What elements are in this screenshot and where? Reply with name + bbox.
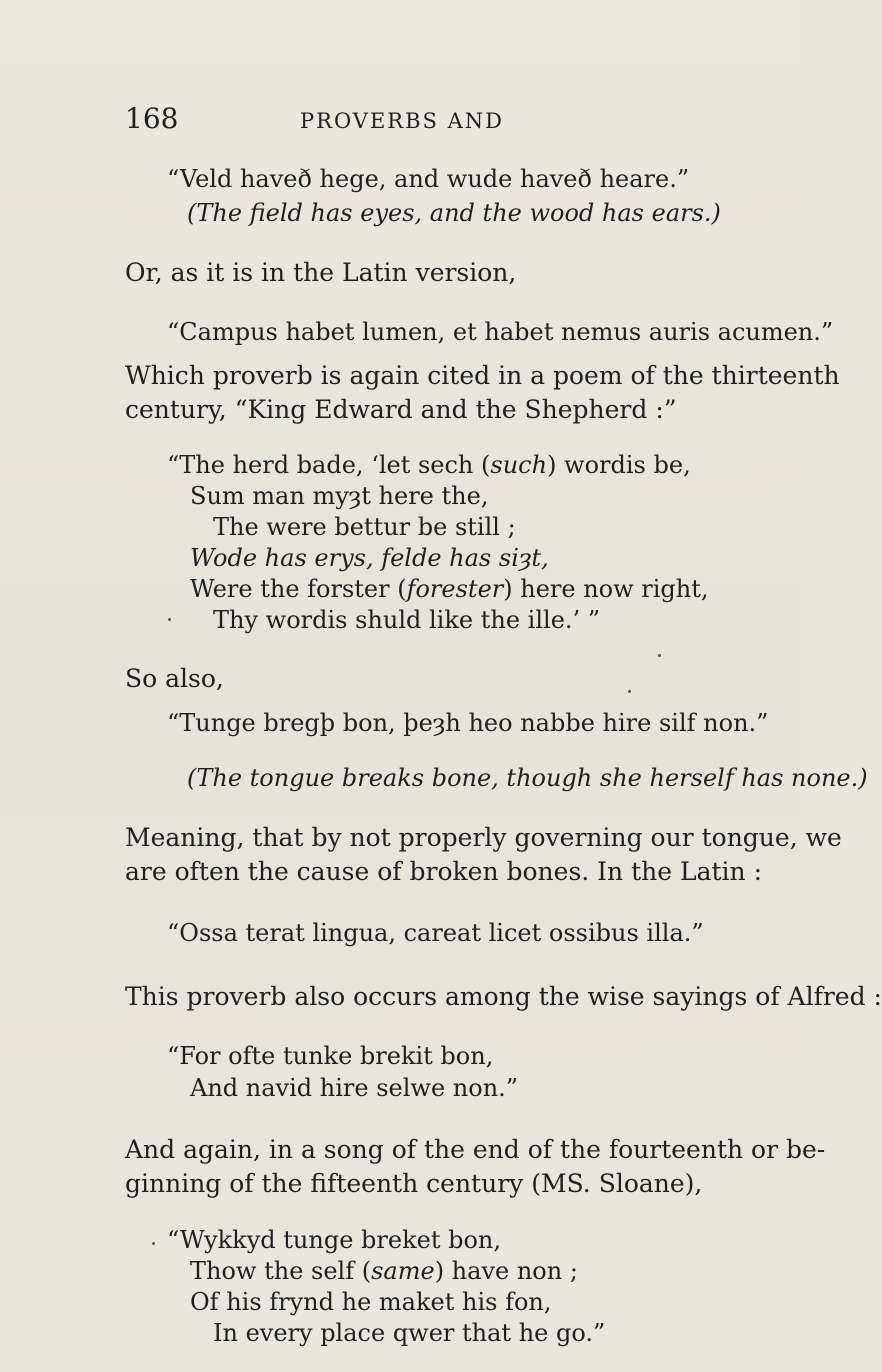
page-number: 168 (125, 102, 179, 135)
verse-segment: “The herd bade, ‘let sech ( (167, 451, 491, 479)
verse-line: Wode has erys, felde has siȝt, (190, 544, 549, 572)
verse-segment: ) wordis be, (547, 451, 691, 479)
verse-gloss: forester (406, 575, 504, 603)
translation-line: (The tongue breaks bone, though she herself has none.) (187, 764, 868, 792)
verse-gloss: same (371, 1257, 435, 1285)
paragraph-line: Which proverb is again cited in a poem of the thirteenth (125, 361, 840, 390)
paragraph-line: This proverb also occurs among the wise sayings of Alfred : (125, 982, 882, 1011)
ink-speck (152, 1242, 155, 1245)
ink-speck (168, 618, 171, 621)
paragraph-line: And again, in a song of the end of the fourteenth or be- (125, 1135, 826, 1164)
paragraph-line: Meaning, that by not properly governing our tongue, we (125, 823, 842, 852)
translation-line: (The field has eyes, and the wood has ears.) (187, 199, 721, 227)
quote-line: “Campus habet lumen, et habet nemus auris acumen.” (167, 318, 834, 346)
paragraph-line: So also, (125, 664, 224, 693)
verse-gloss: such (490, 451, 548, 479)
verse-line: In every place qwer that he go.” (213, 1319, 606, 1347)
paragraph-line: ginning of the fifteenth century (MS. Sloane), (125, 1169, 703, 1198)
ink-speck (658, 654, 661, 657)
verse-segment: Thow the self ( (190, 1257, 372, 1285)
paragraph-line: century, “King Edward and the Shepherd :” (125, 395, 677, 424)
verse-line: Of his frynd he maket his fon, (190, 1288, 552, 1316)
quote-line: “Ossa terat lingua, careat licet ossibus illa.” (167, 919, 704, 947)
running-title: PROVERBS AND (300, 109, 504, 133)
verse-segment: ) have non ; (434, 1257, 578, 1285)
paragraph-line: Or, as it is in the Latin version, (125, 258, 517, 287)
verse-line: The were bettur be still ; (213, 513, 516, 541)
verse-line: “For ofte tunke brekit bon, (167, 1042, 494, 1070)
verse-line: Sum man myȝt here the, (190, 482, 489, 510)
quote-line: “Veld haveð hege, and wude haveð heare.” (167, 165, 690, 193)
verse-line (167, 450, 691, 480)
verse-line (190, 574, 709, 604)
verse-segment: ) here now right, (503, 575, 709, 603)
paragraph-line: are often the cause of broken bones. In the Latin : (125, 857, 763, 886)
ink-speck (628, 690, 631, 693)
verse-line: And navid hire selwe non.” (190, 1074, 519, 1102)
quote-line: “Tunge bregþ bon, þeȝh heo nabbe hire silf non.” (167, 709, 769, 737)
verse-segment: Were the forster ( (190, 575, 407, 603)
verse-line: Thy wordis shuld like the ille.’ ” (213, 606, 601, 634)
verse-line (190, 1256, 578, 1286)
verse-line: “Wykkyd tunge breket bon, (167, 1226, 501, 1254)
